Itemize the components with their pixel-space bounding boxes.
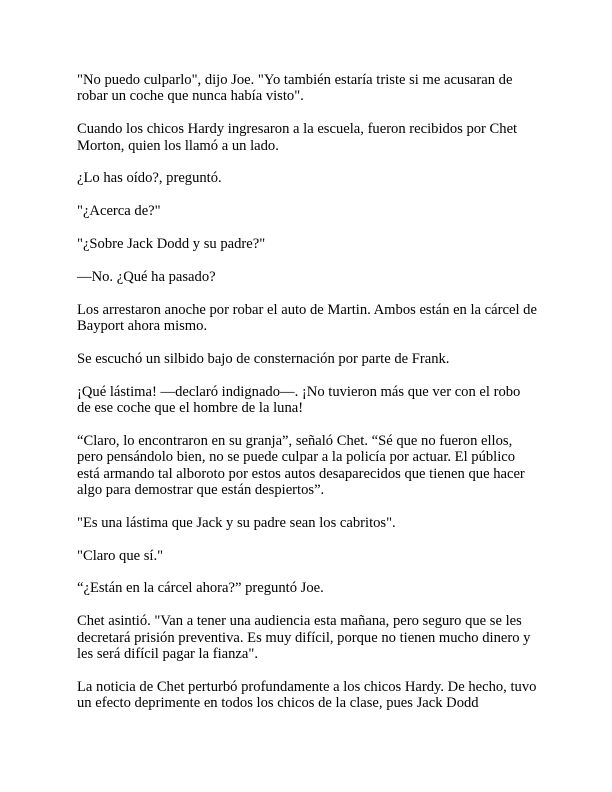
- paragraph: "No puedo culparlo", dijo Joe. "Yo también estaría triste si me acusaran de robar un coche que nunca había visto".: [77, 72, 513, 105]
- paragraph: “Claro, lo encontraron en su granja”, señaló Chet. “Sé que no fueron ellos, pero pensándolo bien, no se puede culpar a la policía por actuar. El público está armando tal alboroto por estos autos desaparecidos que tienen que hacer algo para demostrar que están despiertos”.: [77, 432, 525, 499]
- paragraph: “¿Están en la cárcel ahora?” preguntó Joe.: [77, 580, 324, 597]
- paragraph: Se escuchó un silbido bajo de consternación por parte de Frank.: [77, 350, 450, 367]
- paragraph: Chet asintió. "Van a tener una audiencia esta mañana, pero seguro que se les decretará prisión preventiva. Es muy difícil, porque no tienen mucho dinero y les será difícil pagar la fianza".: [77, 613, 531, 663]
- paragraph: Los arrestaron anoche por robar el auto de Martin. Ambos están en la cárcel de Bayport ahora mismo.: [77, 301, 537, 334]
- paragraph: ¿Lo has oído?, preguntó.: [77, 170, 222, 187]
- body-text: [77, 72, 537, 728]
- paragraph: —No. ¿Qué ha pasado?: [77, 268, 216, 285]
- paragraph: "¿Sobre Jack Dodd y su padre?": [77, 236, 266, 252]
- paragraph: La noticia de Chet perturbó profundamente a los chicos Hardy. De hecho, tuvo un efecto deprimente en todos los chicos de la clase, pues Jack Dodd: [77, 678, 537, 712]
- paragraph: "Claro que sí.": [77, 547, 164, 564]
- paragraph: "Es una lástima que Jack y su padre sean los cabritos".: [77, 514, 396, 531]
- paragraph: Cuando los chicos Hardy ingresaron a la escuela, fueron recibidos por Chet Morton, quien los llamó a un lado.: [77, 121, 518, 154]
- paragraph: "¿Acerca de?": [77, 203, 161, 220]
- paragraph: ¡Qué lástima! —declaró indignado—. ¡No tuvieron más que ver con el robo de ese coche que el hombre de la luna!: [77, 383, 521, 416]
